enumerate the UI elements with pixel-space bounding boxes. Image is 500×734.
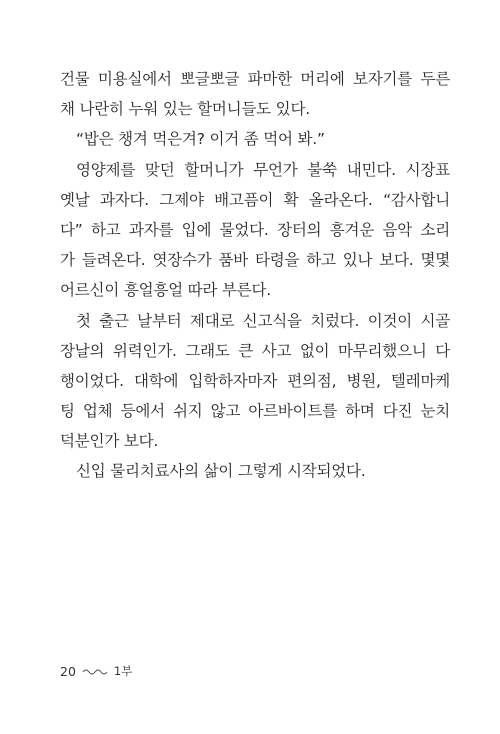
text-line: 첫 출근 날부터 제대로 신고식을 치렀다. 이것이 시골 [76, 311, 450, 330]
wave-ornament-icon [82, 667, 108, 675]
page-footer [60, 661, 132, 681]
text-line: 영양제를 맞던 할머니가 무언가 불쑥 내민다. 시장표 [76, 160, 450, 179]
body-text [60, 64, 450, 487]
text-line: 옛날 과자다. 그제야 배고픔이 확 올라온다. “감사합니 [60, 190, 450, 209]
text-line: 덕분인가 보다. [60, 432, 159, 451]
part-label: 1부 [113, 664, 133, 678]
text-line: 채 나란히 누워 있는 할머니들도 있다. [60, 100, 310, 119]
text-line: 신입 물리치료사의 삶이 그렇게 시작되었다. [76, 462, 366, 481]
text-line: 어르신이 흥얼흥얼 따라 부른다. [60, 281, 271, 300]
text-line: 가 들려온다. 엿장수가 품바 타령을 하고 있나 보다. 몇몇 [60, 251, 450, 270]
page-number: 20 [60, 663, 76, 679]
text-line: “밥은 챙겨 먹은겨? 이거 좀 먹어 봐.” [76, 130, 325, 149]
text-line: 장날의 위력인가. 그래도 큰 사고 없이 마무리했으니 다 [60, 341, 450, 360]
text-line: 팅 업체 등에서 쉬지 않고 아르바이트를 하며 다진 눈치 [60, 402, 450, 421]
text-line: 다” 하고 과자를 입에 물었다. 장터의 흥겨운 음악 소리 [60, 220, 450, 239]
text-line: 행이었다. 대학에 입학하자마자 편의점, 병원, 텔레마케 [60, 371, 450, 390]
text-line: 건물 미용실에서 뽀글뽀글 파마한 머리에 보자기를 두른 [60, 70, 450, 88]
